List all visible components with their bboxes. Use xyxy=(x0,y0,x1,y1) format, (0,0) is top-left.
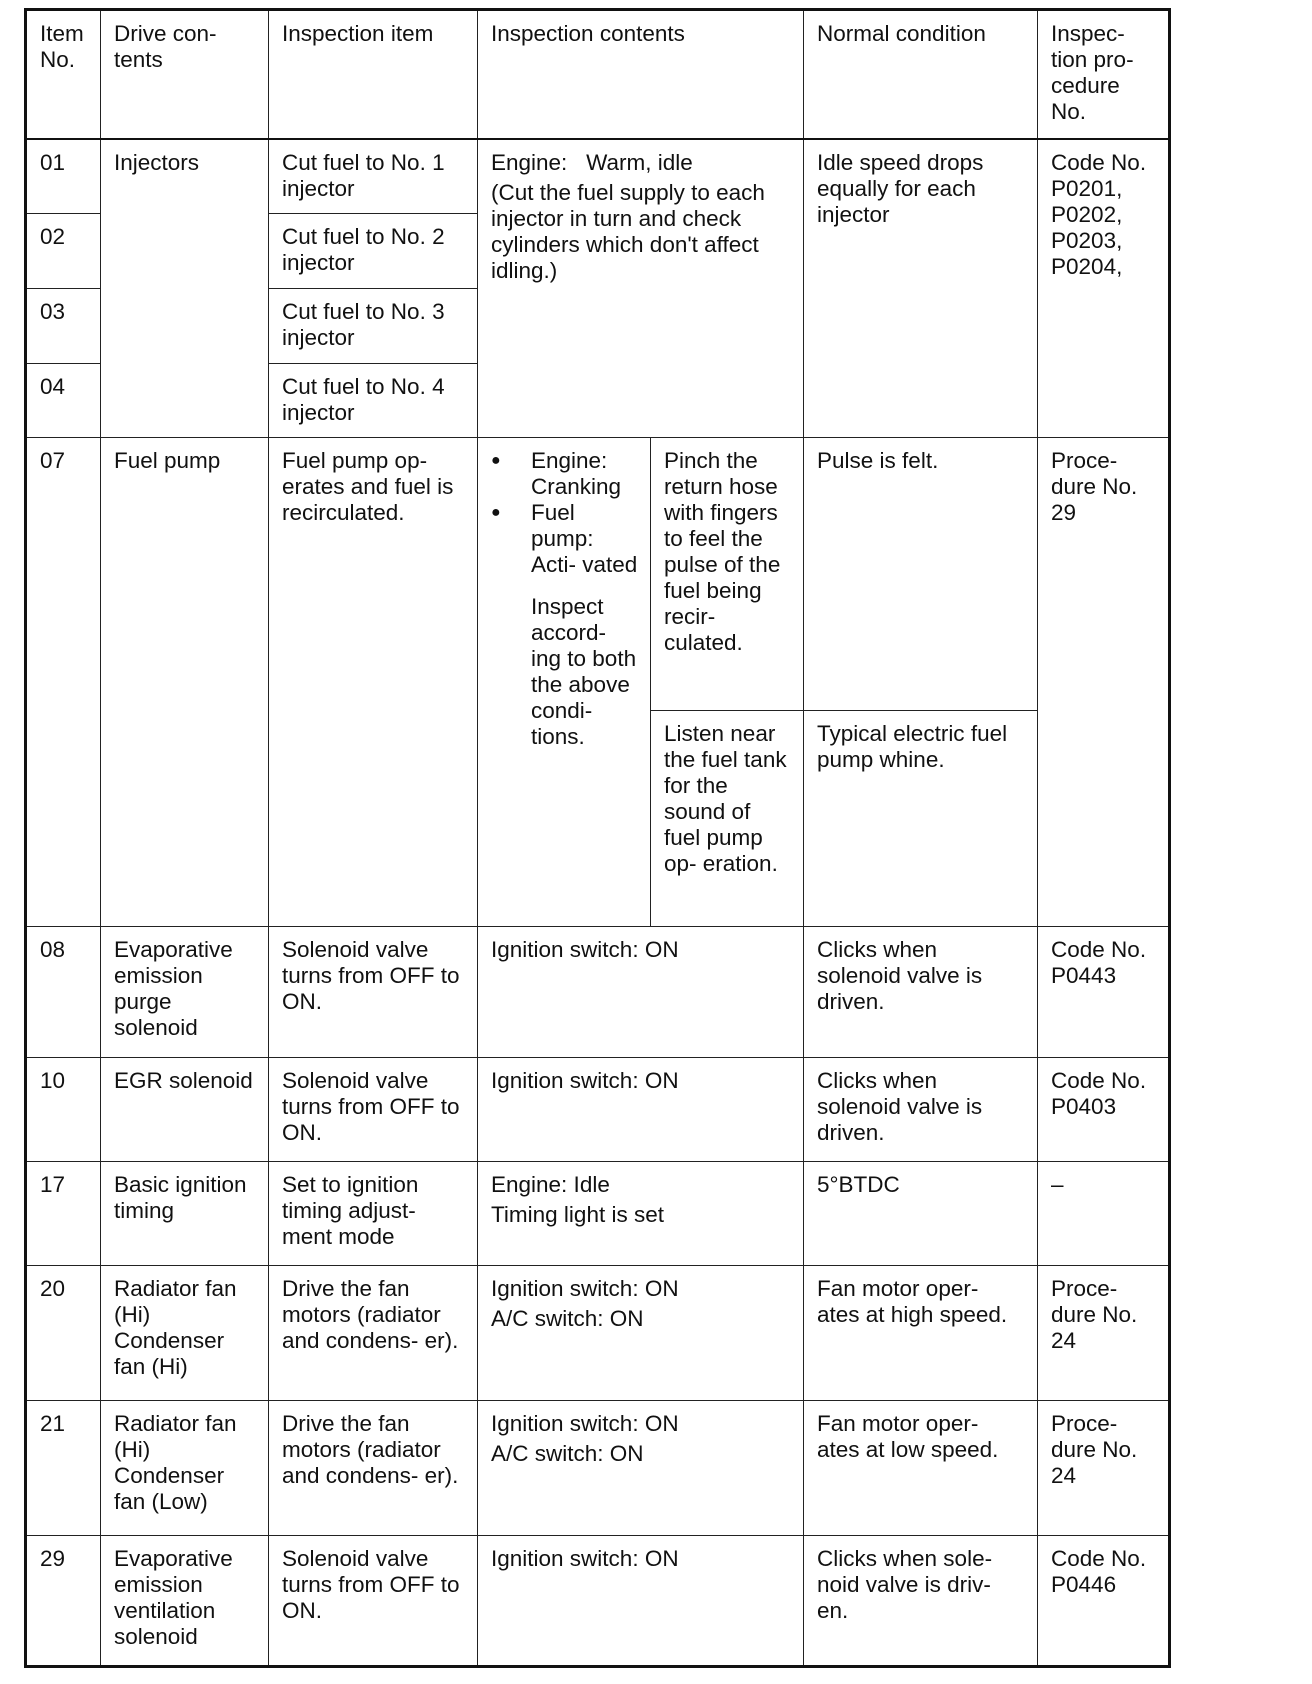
inspection-item-cell: Solenoid valve turns from OFF to ON. xyxy=(269,1057,478,1161)
normal-condition-cell: 5°BTDC xyxy=(804,1161,1038,1265)
inspection-item-cell: Drive the fan motors (radiator and condens- er). xyxy=(269,1401,478,1536)
normal-condition-cell: Typical electric fuel pump whine. xyxy=(804,710,1038,927)
item-no-cell: 03 xyxy=(26,289,101,364)
contents-line: Ignition switch: ON xyxy=(491,1067,679,1093)
item-no-cell: 02 xyxy=(26,214,101,289)
procedure-no-cell: Code No. P0446 xyxy=(1038,1536,1170,1667)
drive-contents-cell: Fuel pump xyxy=(101,438,269,927)
inspection-item-cell: Solenoid valve turns from OFF to ON. xyxy=(269,927,478,1058)
procedure-no-cell: Code No. P0201, P0202, P0203, P0204, xyxy=(1038,139,1170,438)
item-no-cell: 10 xyxy=(26,1057,101,1161)
item-no-cell: 20 xyxy=(26,1265,101,1400)
table-row-21 xyxy=(26,1401,1170,1536)
header-item-no: Item No. xyxy=(26,10,101,139)
contents-line: A/C switch: ON xyxy=(491,1441,644,1467)
contents-line: Engine: Idle xyxy=(491,1171,610,1197)
drive-contents-cell: Injectors xyxy=(101,139,269,438)
inspection-item-cell: Fuel pump op- erates and fuel is recirculated. xyxy=(269,438,478,927)
item-no-cell: 29 xyxy=(26,1536,101,1667)
contents-line: Ignition switch: ON xyxy=(491,937,679,963)
contents-line: A/C switch: ON xyxy=(491,1305,644,1331)
contents-line: Ignition switch: ON xyxy=(491,1546,679,1572)
contents-line: (Cut the fuel supply to each injector in turn and check cylinders which don't affect idling.) xyxy=(491,179,765,283)
drive-contents-cell: Radiator fan (Hi) Condenser fan (Hi) xyxy=(101,1265,269,1400)
procedure-no-cell: Proce- dure No. 29 xyxy=(1038,438,1170,927)
normal-condition-cell: Idle speed drops equally for each injector xyxy=(804,139,1038,438)
bullet-item xyxy=(491,500,638,578)
header-inspection-item: Inspection item xyxy=(269,10,478,139)
inspection-item-cell: Cut fuel to No. 1 injector xyxy=(269,139,478,214)
bullet-text: Engine: Cranking xyxy=(531,448,622,500)
normal-condition-cell: Clicks when solenoid valve is driven. xyxy=(804,1057,1038,1161)
drive-contents-cell: Radiator fan (Hi) Condenser fan (Low) xyxy=(101,1401,269,1536)
contents-line: Ignition switch: ON xyxy=(491,1275,679,1301)
procedure-no-cell: – xyxy=(1038,1161,1170,1265)
item-no-cell: 08 xyxy=(26,927,101,1058)
inspection-item-cell: Cut fuel to No. 3 injector xyxy=(269,289,478,364)
inspection-contents-cell xyxy=(478,1057,804,1161)
procedure-no-cell: Proce- dure No. 24 xyxy=(1038,1401,1170,1536)
check-method-cell: Pinch the return hose with fingers to feel the pulse of the fuel being recir- culated. xyxy=(651,438,804,710)
table-header-row xyxy=(26,10,1170,139)
table-row-08 xyxy=(26,927,1170,1058)
header-normal-condition: Normal condition xyxy=(804,10,1038,139)
item-no-cell: 01 xyxy=(26,139,101,214)
inspection-item-cell: Cut fuel to No. 2 injector xyxy=(269,214,478,289)
item-no-cell: 04 xyxy=(26,364,101,438)
procedure-no-cell: Proce- dure No. 24 xyxy=(1038,1265,1170,1400)
normal-condition-cell: Clicks when sole- noid valve is driv- en. xyxy=(804,1536,1038,1667)
contents-line: Ignition switch: ON xyxy=(491,1411,679,1437)
fuel-pump-conditions-cell xyxy=(478,438,651,927)
item-no-cell: 07 xyxy=(26,438,101,927)
drive-contents-cell: Basic ignition timing xyxy=(101,1161,269,1265)
inspection-item-cell: Solenoid valve turns from OFF to ON. xyxy=(269,1536,478,1667)
bullet-icon: ● xyxy=(491,452,501,470)
inspection-contents-cell xyxy=(478,927,804,1058)
inspection-contents-cell xyxy=(478,139,804,438)
inspection-item-cell: Set to ignition timing adjust- ment mode xyxy=(269,1161,478,1265)
normal-condition-cell: Fan motor oper- ates at low speed. xyxy=(804,1401,1038,1536)
bullet-item xyxy=(491,448,638,500)
drive-contents-cell: Evaporative emission ventilation solenoid xyxy=(101,1536,269,1667)
actuator-test-page xyxy=(24,8,1168,1668)
header-inspection-contents: Inspection contents xyxy=(478,10,804,139)
inspection-contents-cell xyxy=(478,1401,804,1536)
contents-line: Engine: Warm, idle xyxy=(491,149,693,175)
item-no-cell: 21 xyxy=(26,1401,101,1536)
table-row-01 xyxy=(26,139,1170,214)
procedure-no-cell: Code No. P0443 xyxy=(1038,927,1170,1058)
table-row-10 xyxy=(26,1057,1170,1161)
contents-line: Timing light is set xyxy=(491,1201,664,1227)
bullet-text: Fuel pump: Acti- vated xyxy=(531,500,638,578)
inspection-contents-cell xyxy=(478,1265,804,1400)
header-procedure-no: Inspec- tion pro- cedure No. xyxy=(1038,10,1170,139)
inspection-contents-cell xyxy=(478,1536,804,1667)
drive-contents-cell: Evaporative emission purge solenoid xyxy=(101,927,269,1058)
normal-condition-cell: Fan motor oper- ates at high speed. xyxy=(804,1265,1038,1400)
inspection-item-cell: Drive the fan motors (radiator and condens- er). xyxy=(269,1265,478,1400)
header-drive-contents: Drive con- tents xyxy=(101,10,269,139)
drive-contents-cell: EGR solenoid xyxy=(101,1057,269,1161)
procedure-no-cell: Code No. P0403 xyxy=(1038,1057,1170,1161)
table-row-07 xyxy=(26,438,1170,710)
item-no-cell: 17 xyxy=(26,1161,101,1265)
table-row-17 xyxy=(26,1161,1170,1265)
inspection-contents-cell xyxy=(478,1161,804,1265)
inspection-note: Inspect accord- ing to both the above condi- tions. xyxy=(531,594,637,750)
bullet-icon: ● xyxy=(491,504,501,522)
normal-condition-cell: Pulse is felt. xyxy=(804,438,1038,710)
check-method-cell: Listen near the fuel tank for the sound of fuel pump op- eration. xyxy=(651,710,804,927)
actuator-test-table xyxy=(24,8,1171,1668)
inspection-item-cell: Cut fuel to No. 4 injector xyxy=(269,364,478,438)
table-row-29 xyxy=(26,1536,1170,1667)
normal-condition-cell: Clicks when solenoid valve is driven. xyxy=(804,927,1038,1058)
table-row-20 xyxy=(26,1265,1170,1400)
